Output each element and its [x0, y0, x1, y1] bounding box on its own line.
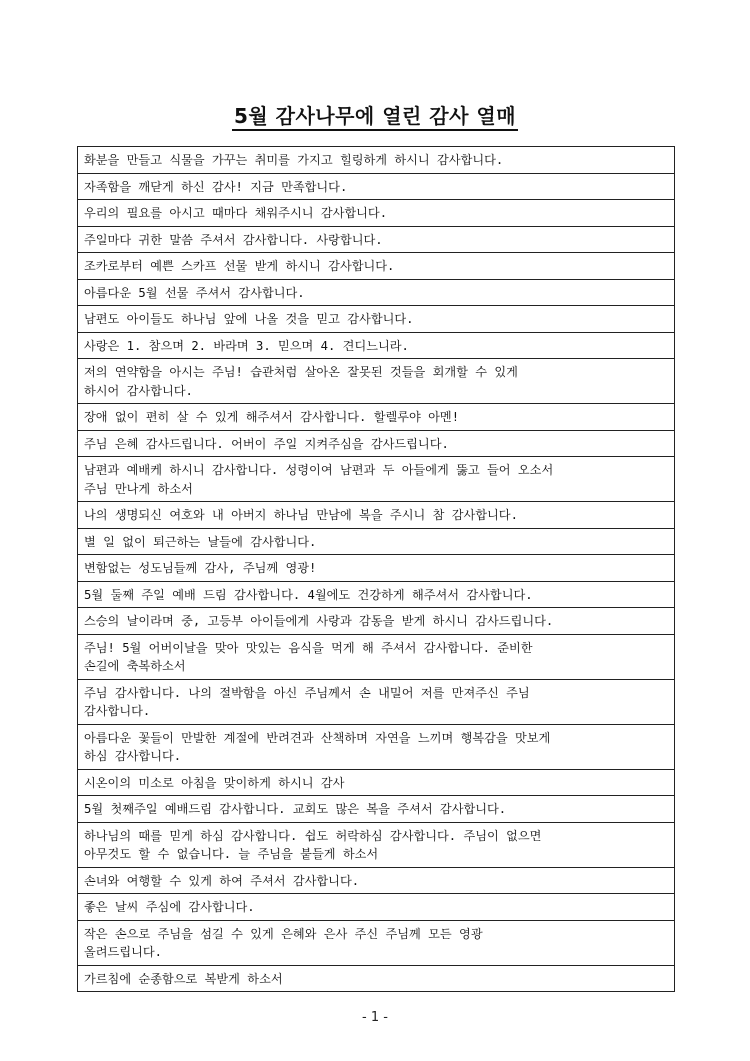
gratitude-item: 주일마다 귀한 말씀 주셔서 감사합니다. 사랑합니다. [78, 226, 675, 253]
table-row [78, 769, 675, 796]
gratitude-item: 장애 없이 편히 살 수 있게 해주셔서 감사합니다. 할렐루야 아멘! [78, 404, 675, 431]
gratitude-item: 사랑은 1. 참으며 2. 바라며 3. 믿으며 4. 견디느니라. [78, 332, 675, 359]
gratitude-item: 자족함을 깨닫게 하신 감사! 지금 만족합니다. [78, 173, 675, 200]
table-row [78, 920, 675, 965]
gratitude-item: 남편과 예배케 하시니 감사합니다. 성령이여 남편과 두 아들에게 뚫고 들어 오소서 주님 만나게 하소서 [78, 457, 675, 502]
gratitude-item: 조카로부터 예쁜 스카프 선물 받게 하시니 감사합니다. [78, 253, 675, 280]
table-row [78, 253, 675, 280]
table-row [78, 634, 675, 679]
table-row [78, 822, 675, 867]
gratitude-list-body [78, 147, 675, 992]
table-row [78, 581, 675, 608]
table-row [78, 555, 675, 582]
table-row [78, 679, 675, 724]
gratitude-item: 아름다운 5월 선물 주셔서 감사합니다. [78, 279, 675, 306]
table-row [78, 867, 675, 894]
gratitude-item: 작은 손으로 주님을 섬길 수 있게 은혜와 은사 주신 주님께 모든 영광 올려드립니다. [78, 920, 675, 965]
gratitude-list-table [77, 146, 675, 992]
gratitude-item: 좋은 날씨 주심에 감사합니다. [78, 894, 675, 921]
table-row [78, 359, 675, 404]
table-row [78, 502, 675, 529]
gratitude-item: 주님 은혜 감사드립니다. 어버이 주일 지켜주심을 감사드립니다. [78, 430, 675, 457]
table-row [78, 226, 675, 253]
gratitude-item: 우리의 필요를 아시고 때마다 채워주시니 감사합니다. [78, 200, 675, 227]
gratitude-item: 변함없는 성도님들께 감사, 주님께 영광! [78, 555, 675, 582]
gratitude-item: 손녀와 여행할 수 있게 하여 주셔서 감사합니다. [78, 867, 675, 894]
gratitude-item: 스승의 날이라며 중, 고등부 아이들에게 사랑과 감동을 받게 하시니 감사드립니다. [78, 608, 675, 635]
gratitude-item: 5월 첫째주일 예배드림 감사합니다. 교회도 많은 복을 주셔서 감사합니다. [78, 796, 675, 823]
table-row [78, 608, 675, 635]
gratitude-item: 나의 생명되신 여호와 내 아버지 하나님 만남에 복을 주시니 참 감사합니다. [78, 502, 675, 529]
gratitude-item: 화분을 만들고 식물을 가꾸는 취미를 가지고 힐링하게 하시니 감사합니다. [78, 147, 675, 174]
gratitude-item: 주님! 5월 어버이날을 맞아 맛있는 음식을 먹게 해 주셔서 감사합니다. 준비한 손길에 축복하소서 [78, 634, 675, 679]
page-title [0, 100, 750, 129]
gratitude-item: 5월 둘째 주일 예배 드림 감사합니다. 4월에도 건강하게 해주셔서 감사합니다. [78, 581, 675, 608]
table-row [78, 173, 675, 200]
table-row [78, 457, 675, 502]
table-row [78, 796, 675, 823]
gratitude-item: 저의 연약함을 아시는 주님! 습관처럼 살아온 잘못된 것들을 회개할 수 있게 하시어 감사합니다. [78, 359, 675, 404]
table-row [78, 279, 675, 306]
table-row [78, 200, 675, 227]
table-row [78, 332, 675, 359]
table-row [78, 894, 675, 921]
page-title-text: 5월 감사나무에 열린 감사 열매 [232, 104, 518, 131]
table-row [78, 724, 675, 769]
table-row [78, 965, 675, 992]
gratitude-item: 별 일 없이 퇴근하는 날들에 감사합니다. [78, 528, 675, 555]
table-row [78, 306, 675, 333]
table-row [78, 528, 675, 555]
gratitude-item: 아름다운 꽃들이 만발한 계절에 반려견과 산책하며 자연을 느끼며 행복감을 맛보게 하심 감사합니다. [78, 724, 675, 769]
table-row [78, 147, 675, 174]
gratitude-item: 주님 감사합니다. 나의 절박함을 아신 주님께서 손 내밀어 저를 만져주신 주님 감사합니다. [78, 679, 675, 724]
table-row [78, 404, 675, 431]
gratitude-item: 남편도 아이들도 하나님 앞에 나올 것을 믿고 감사합니다. [78, 306, 675, 333]
gratitude-item: 가르침에 순종함으로 복받게 하소서 [78, 965, 675, 992]
gratitude-item: 하나님의 때를 믿게 하심 감사합니다. 쉽도 허락하심 감사합니다. 주님이 없으면 아무것도 할 수 없습니다. 늘 주님을 붙들게 하소서 [78, 822, 675, 867]
gratitude-item: 시온이의 미소로 아침을 맞이하게 하시니 감사 [78, 769, 675, 796]
table-row [78, 430, 675, 457]
page-number: - 1 - [362, 1010, 388, 1025]
